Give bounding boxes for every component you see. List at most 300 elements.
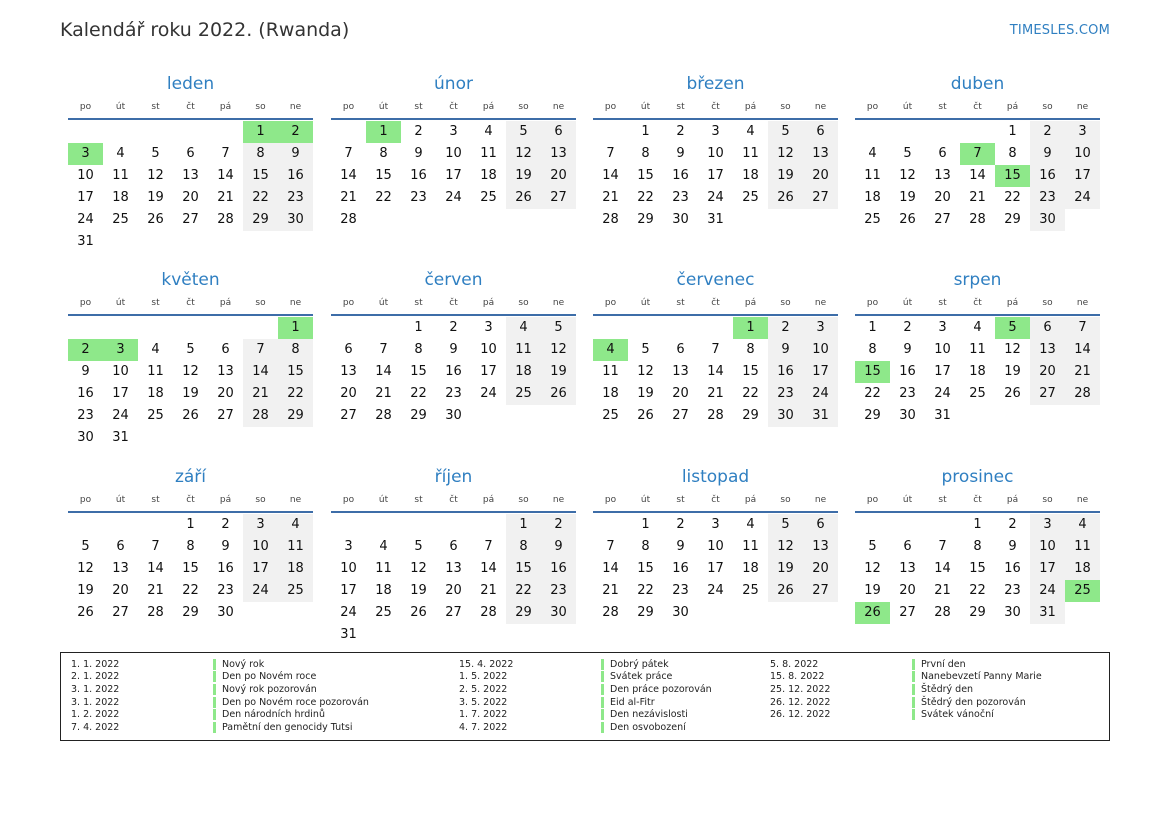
day-cell: 13	[340, 364, 357, 379]
day-cell: 23	[768, 383, 803, 405]
weekday-label: út	[115, 495, 126, 505]
legend-item	[71, 721, 369, 734]
holiday-name: Den po Novém roce pozorován	[222, 696, 369, 708]
day-cell: 7	[243, 339, 278, 361]
day-cell: 7	[606, 146, 615, 161]
weekday-label: po	[604, 102, 617, 112]
weekday-label: út	[378, 102, 389, 112]
day-cell: 30	[672, 212, 689, 227]
day-cell: 11	[602, 364, 619, 379]
day-cell: 14	[340, 168, 357, 183]
weekday-label: pá	[482, 102, 495, 112]
day-cell: 18	[742, 168, 759, 183]
holiday-name: Den nezávislosti	[610, 709, 688, 721]
day-cell: 3	[938, 320, 947, 335]
day-cell: 25	[480, 190, 497, 205]
day-cell: 4	[116, 146, 125, 161]
day-cell: 16	[217, 561, 234, 576]
weekday-label: ne	[1076, 495, 1089, 505]
day-cell: 21	[147, 583, 164, 598]
day-cell: 27	[445, 605, 462, 620]
empty-day-cell	[593, 121, 628, 143]
day-cell: 31	[340, 627, 357, 642]
empty-day-cell	[628, 317, 663, 339]
day-cell: 10	[934, 342, 951, 357]
day-cell: 17	[480, 364, 497, 379]
weekday-label: pá	[219, 298, 232, 308]
day-cell: 10	[707, 146, 724, 161]
weekday-label: čt	[711, 298, 720, 308]
day-grid	[855, 514, 1100, 624]
holiday-marker	[912, 684, 915, 695]
day-cell: 18	[375, 583, 392, 598]
day-cell: 1	[186, 517, 195, 532]
day-cell: 8	[1008, 146, 1017, 161]
day-cell: 20	[445, 583, 462, 598]
day-cell: 5	[506, 121, 541, 143]
holiday-marker	[213, 697, 216, 708]
day-cell: 27	[182, 212, 199, 227]
day-cell: 3	[1030, 514, 1065, 536]
day-cell: 25	[969, 386, 986, 401]
empty-day-cell	[138, 317, 173, 339]
day-cell: 26	[899, 212, 916, 227]
day-cell: 2	[676, 517, 685, 532]
weekday-label: po	[604, 495, 617, 505]
day-cell: 18	[742, 561, 759, 576]
holiday-marker	[213, 709, 216, 720]
day-grid	[593, 317, 838, 427]
day-cell: 27	[1030, 383, 1065, 405]
day-cell: 26	[147, 212, 164, 227]
weekday-label: út	[640, 298, 651, 308]
weekday-label: čt	[973, 102, 982, 112]
day-cell: 16	[1030, 165, 1065, 187]
day-cell: 17	[1065, 165, 1100, 187]
day-cell: 23	[217, 583, 234, 598]
day-cell: 10	[707, 539, 724, 554]
day-cell: 28	[602, 212, 619, 227]
day-cell: 18	[112, 190, 129, 205]
holiday-day-cell: 1	[243, 121, 278, 143]
day-cell: 22	[375, 190, 392, 205]
month-prosinec	[855, 465, 1100, 624]
month-name: červenec	[676, 270, 755, 290]
weekday-label: so	[255, 298, 266, 308]
month-name: září	[174, 467, 207, 487]
month-name: červen	[424, 270, 483, 290]
weekday-label: so	[780, 102, 791, 112]
day-cell: 16	[672, 561, 689, 576]
weekday-label: so	[255, 495, 266, 505]
weekday-label: út	[902, 298, 913, 308]
day-cell: 19	[1004, 364, 1021, 379]
holiday-day-cell: 7	[960, 143, 995, 165]
day-cell: 3	[711, 517, 720, 532]
day-cell: 12	[637, 364, 654, 379]
day-cell: 26	[182, 408, 199, 423]
weekday-label: út	[640, 102, 651, 112]
day-cell: 11	[480, 146, 497, 161]
day-cell: 27	[112, 605, 129, 620]
weekday-label: ne	[289, 495, 302, 505]
holiday-marker	[601, 697, 604, 708]
day-cell: 2	[768, 317, 803, 339]
day-cell: 13	[899, 561, 916, 576]
day-cell: 1	[506, 514, 541, 536]
holiday-marker	[601, 659, 604, 670]
holiday-date: 4. 7. 2022	[459, 721, 508, 733]
weekday-header	[855, 96, 1100, 120]
empty-day-cell	[138, 514, 173, 536]
empty-day-cell	[68, 317, 103, 339]
day-cell: 22	[506, 580, 541, 602]
month-červen	[331, 268, 576, 427]
day-grid	[855, 317, 1100, 427]
day-cell: 11	[742, 146, 759, 161]
day-cell: 10	[1065, 143, 1100, 165]
day-cell: 1	[868, 320, 877, 335]
month-name: prosinec	[941, 467, 1014, 487]
legend-item	[459, 671, 712, 684]
holiday-date: 1. 5. 2022	[459, 671, 508, 683]
weekday-label: po	[604, 298, 617, 308]
day-cell: 21	[217, 190, 234, 205]
day-cell: 13	[1030, 339, 1065, 361]
legend-column	[71, 658, 369, 734]
weekday-label: st	[151, 298, 160, 308]
day-cell: 4	[151, 342, 160, 357]
day-cell: 24	[77, 212, 94, 227]
day-grid	[593, 514, 838, 624]
weekday-label: čt	[186, 102, 195, 112]
day-cell: 17	[340, 583, 357, 598]
day-cell: 28	[375, 408, 392, 423]
weekday-label: ne	[552, 495, 565, 505]
day-cell: 7	[344, 146, 353, 161]
day-cell: 10	[480, 342, 497, 357]
day-cell: 30	[1030, 209, 1065, 231]
day-cell: 14	[147, 561, 164, 576]
day-cell: 14	[375, 364, 392, 379]
day-cell: 9	[903, 342, 912, 357]
day-cell: 30	[672, 605, 689, 620]
holiday-name: Svátek práce	[610, 671, 673, 683]
empty-day-cell	[138, 121, 173, 143]
day-cell: 12	[768, 536, 803, 558]
month-name: duben	[950, 74, 1005, 94]
weekday-label: út	[902, 495, 913, 505]
day-cell: 29	[969, 605, 986, 620]
day-cell: 27	[340, 408, 357, 423]
day-cell: 1	[973, 517, 982, 532]
day-cell: 22	[243, 187, 278, 209]
empty-day-cell	[103, 121, 138, 143]
day-cell: 25	[278, 580, 313, 602]
day-cell: 6	[449, 539, 458, 554]
day-cell: 17	[1030, 558, 1065, 580]
day-cell: 19	[77, 583, 94, 598]
holiday-day-cell: 26	[855, 602, 890, 624]
weekday-label: st	[151, 495, 160, 505]
day-cell: 15	[278, 361, 313, 383]
month-červenec	[593, 268, 838, 427]
weekday-label: st	[414, 298, 423, 308]
day-cell: 22	[410, 386, 427, 401]
day-cell: 20	[182, 190, 199, 205]
weekday-label: út	[378, 495, 389, 505]
day-cell: 4	[1065, 514, 1100, 536]
weekday-header	[331, 96, 576, 120]
legend-item	[459, 721, 712, 734]
day-cell: 5	[414, 539, 423, 554]
legend-item	[770, 696, 1042, 709]
day-cell: 23	[77, 408, 94, 423]
day-cell: 11	[147, 364, 164, 379]
day-cell: 11	[506, 339, 541, 361]
weekday-label: pá	[219, 495, 232, 505]
day-cell: 18	[864, 190, 881, 205]
month-březen	[593, 72, 838, 231]
day-cell: 21	[375, 386, 392, 401]
day-cell: 12	[768, 143, 803, 165]
weekday-label: st	[676, 102, 685, 112]
day-cell: 9	[449, 342, 458, 357]
day-grid	[68, 121, 313, 253]
holiday-date: 3. 1. 2022	[71, 696, 120, 708]
day-cell: 17	[707, 168, 724, 183]
weekday-label: čt	[449, 495, 458, 505]
day-cell: 31	[77, 234, 94, 249]
weekday-label: st	[938, 495, 947, 505]
day-cell: 6	[803, 514, 838, 536]
day-cell: 29	[637, 605, 654, 620]
day-cell: 15	[969, 561, 986, 576]
day-cell: 27	[217, 408, 234, 423]
month-name: únor	[434, 74, 473, 94]
day-cell: 20	[1030, 361, 1065, 383]
weekday-label: ne	[289, 102, 302, 112]
empty-day-cell	[593, 514, 628, 536]
weekday-label: so	[518, 298, 529, 308]
day-cell: 28	[1065, 383, 1100, 405]
holiday-date: 25. 12. 2022	[770, 683, 831, 695]
day-cell: 16	[899, 364, 916, 379]
day-cell: 27	[899, 605, 916, 620]
day-cell: 4	[746, 124, 755, 139]
day-cell: 30	[768, 405, 803, 427]
day-cell: 28	[969, 212, 986, 227]
day-cell: 12	[541, 339, 576, 361]
month-listopad	[593, 465, 838, 624]
day-cell: 11	[742, 539, 759, 554]
holiday-date: 26. 12. 2022	[770, 709, 831, 721]
day-cell: 29	[410, 408, 427, 423]
day-cell: 8	[868, 342, 877, 357]
holiday-name: Štědrý den	[921, 683, 974, 695]
day-cell: 13	[672, 364, 689, 379]
weekday-label: pá	[482, 298, 495, 308]
holiday-marker	[912, 709, 915, 720]
holiday-date: 2. 1. 2022	[71, 671, 120, 683]
day-cell: 12	[77, 561, 94, 576]
day-cell: 3	[449, 124, 458, 139]
day-cell: 2	[1030, 121, 1065, 143]
weekday-label: čt	[711, 102, 720, 112]
day-cell: 23	[899, 386, 916, 401]
day-cell: 5	[541, 317, 576, 339]
holiday-name: Nový rok	[222, 658, 265, 670]
day-cell: 13	[112, 561, 129, 576]
day-cell: 16	[541, 558, 576, 580]
day-cell: 7	[221, 146, 230, 161]
day-cell: 27	[672, 408, 689, 423]
day-cell: 12	[1004, 342, 1021, 357]
empty-day-cell	[960, 121, 995, 143]
empty-day-cell	[436, 514, 471, 536]
holiday-day-cell: 2	[278, 121, 313, 143]
day-cell: 29	[1004, 212, 1021, 227]
legend-item	[71, 696, 369, 709]
weekday-label: so	[255, 102, 266, 112]
empty-day-cell	[331, 514, 366, 536]
day-cell: 23	[278, 187, 313, 209]
legend-item	[459, 658, 712, 671]
weekday-label: pá	[744, 495, 757, 505]
day-cell: 30	[1004, 605, 1021, 620]
day-cell: 30	[899, 408, 916, 423]
day-cell: 14	[934, 561, 951, 576]
day-cell: 29	[278, 405, 313, 427]
day-cell: 19	[864, 583, 881, 598]
day-cell: 22	[1004, 190, 1021, 205]
day-cell: 19	[541, 361, 576, 383]
holiday-marker	[912, 671, 915, 682]
day-cell: 14	[969, 168, 986, 183]
day-cell: 25	[742, 583, 759, 598]
day-cell: 18	[1065, 558, 1100, 580]
day-cell: 26	[768, 187, 803, 209]
legend-item	[71, 683, 369, 696]
day-cell: 11	[112, 168, 129, 183]
weekday-label: st	[151, 102, 160, 112]
weekday-label: so	[1042, 102, 1053, 112]
holiday-name: Svátek vánoční	[921, 709, 994, 721]
weekday-label: čt	[449, 102, 458, 112]
day-cell: 8	[243, 143, 278, 165]
day-cell: 28	[934, 605, 951, 620]
day-cell: 19	[182, 386, 199, 401]
weekday-label: pá	[1006, 495, 1019, 505]
day-cell: 20	[541, 165, 576, 187]
day-cell: 15	[506, 558, 541, 580]
day-cell: 20	[899, 583, 916, 598]
legend-item	[770, 671, 1042, 684]
holiday-marker	[601, 684, 604, 695]
day-grid	[331, 514, 576, 646]
day-cell: 17	[934, 364, 951, 379]
day-cell: 16	[445, 364, 462, 379]
day-cell: 12	[506, 143, 541, 165]
weekday-label: po	[79, 298, 92, 308]
day-cell: 31	[1030, 602, 1065, 624]
day-cell: 5	[868, 539, 877, 554]
weekday-label: po	[79, 495, 92, 505]
day-cell: 9	[1030, 143, 1065, 165]
weekday-header	[331, 489, 576, 513]
day-cell: 23	[410, 190, 427, 205]
day-cell: 7	[484, 539, 493, 554]
day-cell: 15	[182, 561, 199, 576]
weekday-header	[331, 292, 576, 316]
day-cell: 8	[186, 539, 195, 554]
day-cell: 24	[707, 190, 724, 205]
day-cell: 20	[672, 386, 689, 401]
month-říjen	[331, 465, 576, 646]
legend-item	[71, 671, 369, 684]
site-link[interactable]: TIMESLES.COM	[1009, 23, 1110, 38]
empty-day-cell	[401, 514, 436, 536]
day-cell: 13	[217, 364, 234, 379]
weekday-label: so	[518, 495, 529, 505]
day-cell: 21	[602, 190, 619, 205]
day-cell: 9	[81, 364, 90, 379]
month-únor	[331, 72, 576, 231]
day-cell: 4	[484, 124, 493, 139]
day-cell: 8	[506, 536, 541, 558]
day-cell: 5	[641, 342, 650, 357]
day-grid	[331, 317, 576, 427]
day-cell: 25	[375, 605, 392, 620]
holiday-day-cell: 25	[1065, 580, 1100, 602]
day-cell: 26	[506, 187, 541, 209]
day-cell: 3	[344, 539, 353, 554]
empty-day-cell	[243, 317, 278, 339]
day-cell: 1	[641, 124, 650, 139]
day-cell: 2	[414, 124, 423, 139]
day-cell: 21	[707, 386, 724, 401]
holiday-name: Nanebevzetí Panny Marie	[921, 671, 1042, 683]
day-cell: 22	[864, 386, 881, 401]
day-cell: 5	[903, 146, 912, 161]
day-cell: 8	[641, 539, 650, 554]
day-cell: 13	[445, 561, 462, 576]
day-cell: 25	[147, 408, 164, 423]
day-cell: 6	[221, 342, 230, 357]
weekday-label: čt	[186, 298, 195, 308]
day-cell: 15	[243, 165, 278, 187]
day-cell: 28	[480, 605, 497, 620]
weekday-label: út	[115, 298, 126, 308]
day-cell: 8	[641, 146, 650, 161]
weekday-label: pá	[482, 495, 495, 505]
day-cell: 16	[1004, 561, 1021, 576]
legend-item	[71, 658, 369, 671]
day-cell: 30	[278, 209, 313, 231]
day-cell: 5	[81, 539, 90, 554]
holiday-day-cell: 4	[593, 339, 628, 361]
empty-day-cell	[663, 317, 698, 339]
day-cell: 15	[637, 561, 654, 576]
month-září	[68, 465, 313, 624]
day-cell: 11	[969, 342, 986, 357]
weekday-label: pá	[744, 102, 757, 112]
day-cell: 24	[1030, 580, 1065, 602]
day-cell: 22	[969, 583, 986, 598]
day-cell: 8	[414, 342, 423, 357]
day-cell: 8	[278, 339, 313, 361]
page-title: Kalendář roku 2022. (Rwanda)	[60, 19, 350, 41]
